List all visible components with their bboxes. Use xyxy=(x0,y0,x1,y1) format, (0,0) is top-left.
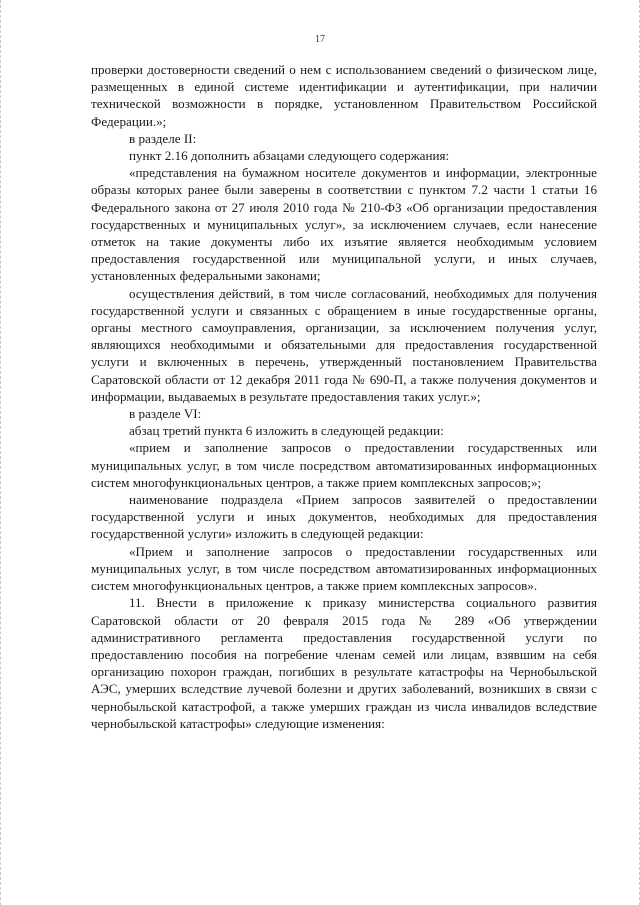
paragraph: в разделе II: xyxy=(129,130,197,146)
paragraph: пункт 2.16 дополнить абзацами следующего содержания: xyxy=(129,148,450,164)
paragraph: проверки достоверности сведений о нем с использованием сведений о физическом лице, размещенных в единой системе идентификации и аутентификации, при наличии технической возможности в порядке, установленном Правительством Российской Федерации.»; xyxy=(91,62,597,129)
paragraph: «прием и заполнение запросов о предоставлении государственных или муниципальных услуг, в том числе посредством автоматизированных информационных систем многофункциональных центров, а также прием комплексных запросов;»; xyxy=(91,440,597,490)
paragraph: осуществления действий, в том числе согласований, необходимых для получения государственной услуги и связанных с обращением в иные государственные органы, органы местного самоуправления, организации, за исключением получения услуг, являющихся необходимыми и обязательными для предоставления государственной услуги и включенных в перечень, утвержденный постановлением Правительства Саратовской области от 12 декабря 2011 года № 690-П, а также получения документов и информации, выдаваемых в результате предоставления таких услуг.»; xyxy=(91,285,597,404)
paragraph: наименование подраздела «Прием запросов заявителей о предоставлении государственной услуги и иных документов, необходимых для предоставления государственной услуги» изложить в следующей редакции: xyxy=(91,492,597,542)
paragraph: в разделе VI: xyxy=(129,406,202,422)
paragraph: «Прием и заполнение запросов о предоставлении государственных или муниципальных услуг, в том числе посредством автоматизированных информационных систем многофункциональных центров, а также прием комплексных запросов». xyxy=(91,543,597,594)
paragraph: 11. Внести в приложение к приказу министерства социального развития Саратовской области от 20 февраля 2015 года № 289 «Об утверждении административного регламента предоставления государственной услуги по предоставлению пособия на погребение членам семей или лицам, взявшим на себя организацию похорон граждан, погибших в результате катастрофы на Чернобыльской АЭС, умерших вследствие лучевой болезни и других заболеваний, возникших в связи с чернобыльской катастрофой, а также умерших граждан из числа инвалидов вследствие чернобыльской катастрофы» следующие изменения: xyxy=(91,595,597,731)
document-body xyxy=(91,61,597,732)
page-number: 17 xyxy=(315,34,325,45)
paragraph: абзац третий пункта 6 изложить в следующей редакции: xyxy=(129,423,444,439)
paragraph: «представления на бумажном носителе документов и информации, электронные образы которых ранее были заверены в соответствии с пунктом 7.2 части 1 статьи 16 Федерального закона от 27 июля 2010 года № 210-ФЗ «Об организации предоставления государственных и муниципальных услуг», за исключением случаев, если нанесение отметок на такие документы либо их изъятие является необходимым условием предоставления государственной или муниципальной услуги, и иных случаев, установленных федеральными законами; xyxy=(91,165,597,284)
